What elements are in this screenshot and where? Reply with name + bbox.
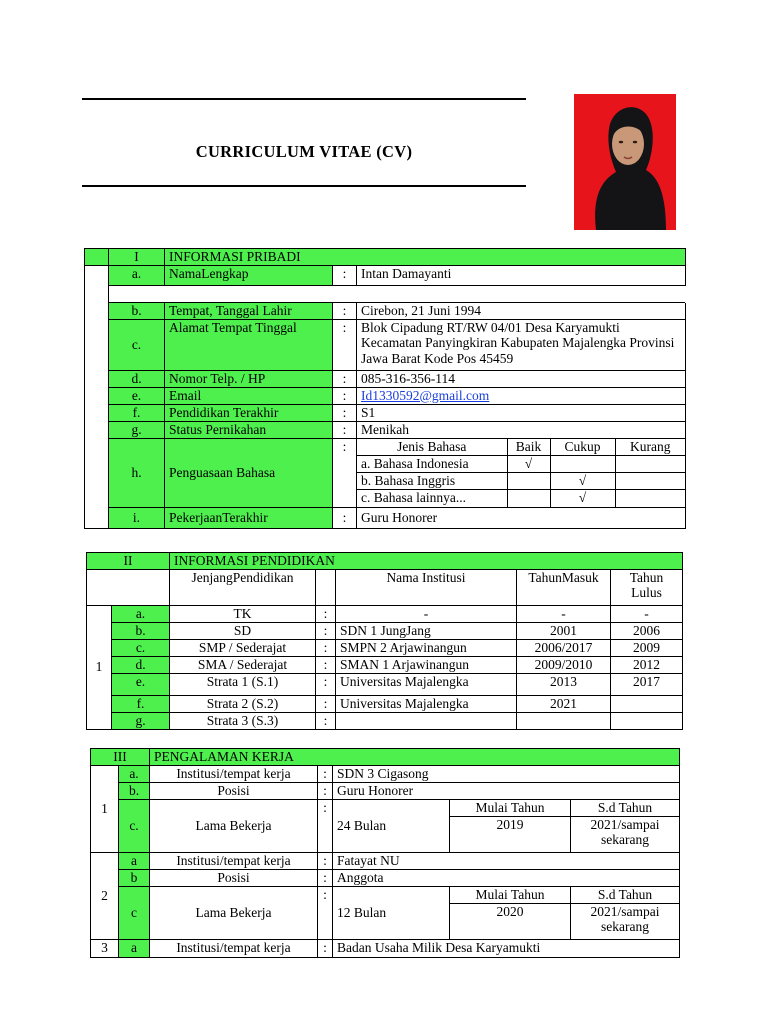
section-number: III	[91, 749, 150, 766]
edu-school: SMPN 2 Arjawinangun	[336, 639, 517, 656]
row-key: b.	[109, 302, 165, 319]
edu-level: SD	[170, 622, 316, 639]
col-header-institusi: Nama Institusi	[336, 569, 517, 605]
edu-start	[517, 712, 611, 729]
job-institusi: Fatayat NU	[333, 852, 680, 869]
colon: :	[333, 404, 357, 421]
colon: :	[316, 605, 336, 622]
edu-start: 2013	[517, 673, 611, 695]
col-header-lulus-2: Lulus	[631, 585, 662, 600]
edu-start: -	[517, 605, 611, 622]
edu-end: 2012	[611, 656, 683, 673]
label-institusi: Institusi/tempat kerja	[150, 852, 318, 869]
col-header-lulus: Tahun	[629, 569, 664, 585]
label-institusi: Institusi/tempat kerja	[150, 939, 318, 957]
colon: :	[316, 656, 336, 673]
field-value-telp: 085-316-356-114	[357, 370, 686, 387]
bottom-rule	[82, 185, 526, 187]
field-label-email: Email	[165, 387, 333, 404]
job-number: 2	[91, 852, 119, 939]
field-label-ttl: Tempat, Tanggal Lahir	[165, 302, 333, 319]
field-label-telp: Nomor Telp. / HP	[165, 370, 333, 387]
edu-level: SMA / Sederajat	[170, 656, 316, 673]
colon: :	[333, 507, 357, 528]
job-institusi: SDN 3 Cigasong	[333, 765, 680, 782]
colon: :	[318, 869, 333, 886]
row-key: i.	[109, 507, 165, 528]
label-lama: Lama Bekerja	[150, 886, 318, 939]
lang-header: Kurang	[615, 439, 685, 456]
edu-level: Strata 1 (S.1)	[170, 673, 316, 695]
row-key: b	[119, 869, 150, 886]
colon: :	[318, 799, 333, 852]
language-table	[357, 439, 685, 507]
colon: :	[333, 370, 357, 387]
edu-level: SMP / Sederajat	[170, 639, 316, 656]
edu-school: SDN 1 JungJang	[336, 622, 517, 639]
edu-start: 2001	[517, 622, 611, 639]
label-mulai: Mulai Tahun	[450, 799, 571, 816]
colon: :	[333, 438, 357, 507]
field-label-alamat: Alamat Tempat Tinggal	[165, 319, 333, 370]
edu-school	[336, 712, 517, 729]
edu-end: 2006	[611, 622, 683, 639]
edu-school: Universitas Majalengka	[336, 673, 517, 695]
lang-name: b. Bahasa Inggris	[357, 473, 507, 490]
job-mulai: 2019	[450, 816, 571, 852]
job-institusi: Badan Usaha Milik Desa Karyamukti	[333, 939, 680, 957]
colon: :	[318, 782, 333, 799]
profile-photo	[574, 94, 676, 230]
row-key: g.	[109, 421, 165, 438]
field-value-alamat: Blok Cipadung RT/RW 04/01 Desa Karyamukti Kecamatan Panyingkiran Kabupaten Majalengka Provinsi Jawa Barat Kode Pos 45459	[357, 319, 686, 370]
label-sd: S.d Tahun	[571, 886, 680, 903]
job-posisi: Guru Honorer	[333, 782, 680, 799]
edu-end: 2009	[611, 639, 683, 656]
row-key: b.	[119, 782, 150, 799]
col-header-jenjang: JenjangPendidikan	[170, 569, 316, 605]
lang-header: Baik	[507, 439, 550, 456]
edu-start: 2006/2017	[517, 639, 611, 656]
page-title: CURRICULUM VITAE (CV)	[195, 142, 413, 161]
education-table	[86, 552, 683, 730]
colon: :	[333, 265, 357, 285]
edu-end	[611, 712, 683, 729]
row-key: c.	[112, 639, 170, 656]
check-mark: √	[507, 456, 550, 473]
lang-header: Jenis Bahasa	[357, 439, 507, 456]
label-posisi: Posisi	[150, 782, 318, 799]
field-label-pekerjaan: PekerjaanTerakhir	[165, 507, 333, 528]
top-rule	[82, 98, 526, 100]
job-number: 1	[91, 765, 119, 852]
edu-end	[611, 695, 683, 712]
section-number: II	[87, 553, 170, 570]
colon: :	[318, 939, 333, 957]
row-key: a.	[119, 765, 150, 782]
label-posisi: Posisi	[150, 869, 318, 886]
colon: :	[318, 886, 333, 939]
edu-school: Universitas Majalengka	[336, 695, 517, 712]
edu-school: SMAN 1 Arjawinangun	[336, 656, 517, 673]
lang-header: Cukup	[550, 439, 615, 456]
edu-school: -	[336, 605, 517, 622]
edu-end: 2017	[611, 673, 683, 695]
edu-start: 2009/2010	[517, 656, 611, 673]
work-experience-table	[90, 748, 680, 958]
row-key: e.	[112, 673, 170, 695]
row-key: a.	[109, 265, 165, 285]
job-posisi: Anggota	[333, 869, 680, 886]
row-key: f.	[112, 695, 170, 712]
colon: :	[316, 639, 336, 656]
personal-info-table	[84, 248, 686, 529]
colon: :	[316, 673, 336, 695]
colon: :	[316, 695, 336, 712]
section-title: INFORMASI PRIBADI	[165, 249, 686, 266]
row-key: h.	[109, 438, 165, 507]
row-key: d.	[112, 656, 170, 673]
field-label-pendidikan: Pendidikan Terakhir	[165, 404, 333, 421]
field-value-ttl: Cirebon, 21 Juni 1994	[357, 302, 686, 319]
job-sd: 2021/sampai sekarang	[571, 816, 680, 852]
row-key: b.	[112, 622, 170, 639]
section-title: INFORMASI PENDIDIKAN	[170, 553, 683, 570]
check-mark: √	[550, 473, 615, 490]
row-key: a.	[112, 605, 170, 622]
field-value-pekerjaan: Guru Honorer	[357, 507, 686, 528]
edu-level: Strata 3 (S.3)	[170, 712, 316, 729]
job-mulai: 2020	[450, 903, 571, 939]
row-key: g.	[112, 712, 170, 729]
col-header-masuk: TahunMasuk	[517, 569, 611, 605]
lang-name: a. Bahasa Indonesia	[357, 456, 507, 473]
row-key: d.	[109, 370, 165, 387]
lang-name: c. Bahasa lainnya...	[357, 490, 507, 507]
colon: :	[316, 712, 336, 729]
colon: :	[318, 852, 333, 869]
colon: :	[333, 387, 357, 404]
field-value-nama: Intan Damayanti	[357, 265, 686, 285]
label-mulai: Mulai Tahun	[450, 886, 571, 903]
row-key: c.	[109, 319, 165, 370]
row-key: f.	[109, 404, 165, 421]
colon: :	[333, 421, 357, 438]
job-lama: 24 Bulan	[333, 799, 450, 852]
colon: :	[333, 319, 357, 370]
field-label-status: Status Pernikahan	[165, 421, 333, 438]
job-lama: 12 Bulan	[333, 886, 450, 939]
email-link[interactable]: Id1330592@gmail.com	[361, 387, 490, 403]
colon: :	[318, 765, 333, 782]
edu-level: TK	[170, 605, 316, 622]
edu-end: -	[611, 605, 683, 622]
row-key: e.	[109, 387, 165, 404]
colon: :	[333, 302, 357, 319]
row-key: c.	[119, 799, 150, 852]
job-sd: 2021/sampai sekarang	[571, 903, 680, 939]
field-label-bahasa: Penguasaan Bahasa	[165, 438, 333, 507]
group-number: 1	[87, 605, 112, 729]
field-value-status: Menikah	[357, 421, 686, 438]
job-number: 3	[91, 939, 119, 957]
row-key: c	[119, 886, 150, 939]
check-mark: √	[550, 490, 615, 507]
label-lama: Lama Bekerja	[150, 799, 318, 852]
colon: :	[316, 622, 336, 639]
field-value-pendidikan: S1	[357, 404, 686, 421]
edu-start: 2021	[517, 695, 611, 712]
edu-level: Strata 2 (S.2)	[170, 695, 316, 712]
label-institusi: Institusi/tempat kerja	[150, 765, 318, 782]
row-key: a	[119, 852, 150, 869]
label-sd: S.d Tahun	[571, 799, 680, 816]
section-title: PENGALAMAN KERJA	[150, 749, 680, 766]
row-key: a	[119, 939, 150, 957]
section-number: I	[109, 249, 165, 266]
field-label-nama: NamaLengkap	[165, 265, 333, 285]
